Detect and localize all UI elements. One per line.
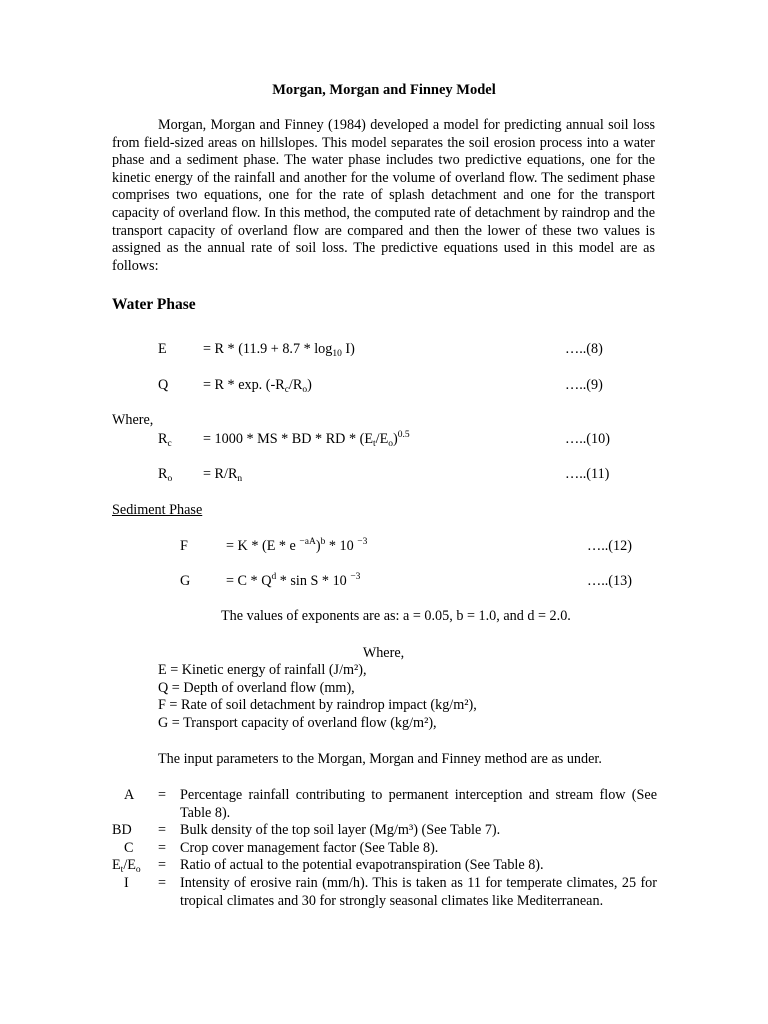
eq13-formula: = C * $Q^d$ * sin S * 10 $^{-3}$ bbox=[226, 572, 361, 589]
where-label: Where, bbox=[112, 412, 154, 428]
parameter-equals: = bbox=[158, 822, 167, 839]
water-phase-heading: Water Phase bbox=[112, 296, 196, 313]
document-title: Morgan, Morgan and Finney Model bbox=[272, 82, 496, 98]
parameter-equals: = bbox=[158, 857, 167, 874]
definition-f: F = Rate of soil detachment by raindrop impact (kg/m²), bbox=[158, 697, 477, 714]
eq11-number: …..(11) bbox=[565, 466, 610, 482]
parameter-equals: = bbox=[158, 839, 167, 856]
eq9-formula: = R * exp. $(-R_c/R_o)$ bbox=[203, 377, 312, 395]
parameters-table bbox=[112, 787, 657, 910]
eq12-number: …..(12) bbox=[587, 538, 632, 554]
where-label-2: Where, bbox=[362, 645, 405, 661]
eq8-symbol: E bbox=[158, 341, 167, 357]
eq13-number: …..(13) bbox=[587, 573, 632, 589]
eq11-symbol: $R_o$ bbox=[158, 466, 173, 484]
eq11-formula: = $R/R_n$ bbox=[203, 466, 243, 484]
eq10-number: …..(10) bbox=[565, 431, 610, 447]
parameter-key: I bbox=[124, 874, 129, 891]
eq12-formula: = K * (E * e $^{-aA}$)$^b$ * 10 $^{-3}$ bbox=[226, 537, 368, 554]
parameter-equals: = bbox=[158, 787, 167, 803]
parameter-key: BD bbox=[112, 822, 132, 839]
eq12-symbol: F bbox=[180, 538, 188, 554]
parameter-description: Intensity of erosive rain (mm/h). This is taken as 11 for temperate climates, 25 for tropical climates and 30 for strongly seasonal climates like Mediterranean. bbox=[180, 874, 657, 909]
eq8-formula: = $R * (11.9 + 8.7 * \log_{10} I)$ bbox=[203, 341, 355, 359]
sediment-phase-heading: Sediment Phase bbox=[112, 502, 203, 518]
parameter-description: Percentage rainfall contributing to permanent interception and stream flow (See Table 8). bbox=[180, 787, 657, 821]
parameter-key: C bbox=[124, 839, 134, 856]
parameter-row bbox=[112, 875, 657, 910]
eq10-symbol: $R_c$ bbox=[158, 431, 172, 449]
definitions-list bbox=[158, 662, 477, 732]
definition-e: E = Kinetic energy of rainfall (J/m²), bbox=[158, 662, 367, 678]
parameter-row bbox=[112, 822, 657, 840]
parameter-row bbox=[112, 857, 657, 875]
definition-g: G = Transport capacity of overland flow (kg/m²), bbox=[158, 714, 437, 731]
parameter-key: $E_t/E_o$ bbox=[112, 857, 141, 876]
parameter-description: Crop cover management factor (See Table 8). bbox=[180, 839, 439, 856]
parameter-key: A bbox=[124, 787, 135, 803]
parameter-equals: = bbox=[158, 874, 167, 891]
eq8-number: …..(8) bbox=[565, 341, 603, 357]
definition-q: Q = Depth of overland flow (mm), bbox=[158, 679, 355, 696]
eq9-symbol: Q bbox=[158, 377, 169, 393]
eq13-symbol: G bbox=[180, 573, 191, 589]
parameter-description: Ratio of actual to the potential evapotranspiration (See Table 8). bbox=[180, 857, 544, 874]
parameter-description: Bulk density of the top soil layer (Mg/m³) (See Table 7). bbox=[180, 822, 501, 839]
parameter-row bbox=[112, 787, 657, 822]
exponents-text: The values of exponents are as: a = 0.05, b = 1.0, and d = 2.0. bbox=[221, 608, 571, 624]
parameter-row bbox=[112, 840, 657, 858]
input-parameters-intro: The input parameters to the Morgan, Morgan and Finney method are as under. bbox=[158, 751, 602, 767]
eq10-formula: = 1000 * MS * BD * RD * $(E_t/E_o)^{0.5}$ bbox=[203, 430, 410, 449]
eq9-number: …..(9) bbox=[565, 377, 603, 393]
intro-paragraph: Morgan, Morgan and Finney (1984) developed a model for predicting annual soil loss from field-sized areas on hillslopes. This model separates the soil erosion process into a water phase and a sediment phase. The water phase includes two predictive equations, one for the kinetic energy of the rainfall and another for the volume of overland flow. The sediment phase comprises two equations, one for the rate of splash detachment and one for the transport capacity of overland flow. In this method, the computed rate of detachment by raindrop and the transport capacity of overland flow are compared and then the lower of these two values is assigned as the annual rate of soil loss. The predictive equations used in this model are as follows: bbox=[112, 117, 655, 274]
